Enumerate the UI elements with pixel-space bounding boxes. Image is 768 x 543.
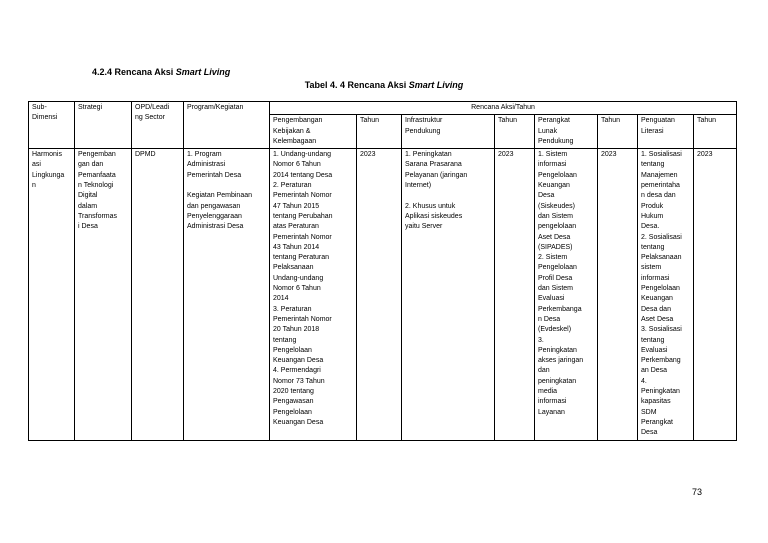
header-tahun-2: Tahun [495, 115, 535, 149]
header-perangkat: Perangkat Lunak Pendukung [535, 115, 598, 149]
cell-tahun-1: 2023 [357, 149, 402, 440]
action-plan-table [28, 101, 737, 441]
section-heading [92, 67, 230, 77]
header-tahun-4: Tahun [694, 115, 737, 149]
cell-tahun-2: 2023 [495, 149, 535, 440]
header-row-1 [29, 102, 737, 115]
header-tahun-1: Tahun [357, 115, 402, 149]
header-pengembangan: Pengembangan Kebijakan & Kelembagaan [270, 115, 357, 149]
cell-penguatan: 1. Sosialisasi tentang Manajemen pemerintaha n desa dan Produk Hukum Desa. 2. Sosialisasi tentang Pelaksanaan sistem informasi Pengelolaan Keuangan Desa dan Aset Desa 3. Sosialisasi tentang Evaluasi Perkembang an Desa 4. Peningkatan kapasitas SDM Perangkat Desa [638, 149, 694, 440]
table-row [29, 149, 737, 440]
header-opd: OPD/Leadi ng Sector [132, 102, 184, 149]
header-rencana-aksi: Rencana Aksi/Tahun [270, 102, 737, 115]
cell-tahun-3: 2023 [598, 149, 638, 440]
cell-tahun-4: 2023 [694, 149, 737, 440]
section-number: 4.2.4 [92, 67, 113, 77]
header-strategi: Strategi [75, 102, 132, 149]
header-tahun-3: Tahun [598, 115, 638, 149]
header-infrastruktur: Infrastruktur Pendukung [402, 115, 495, 149]
table-caption-italic: Smart Living [408, 80, 464, 90]
table-caption-text: Tabel 4. 4 Rencana Aksi [304, 80, 407, 90]
section-title: Rencana Aksi [114, 67, 174, 77]
cell-strategi: Pengemban gan dan Pemanfaata n Teknologi Digital dalam Transformas i Desa [75, 149, 132, 440]
cell-infrastruktur: 1. Peningkatan Sarana Prasarana Pelayanan (jaringan Internet) 2. Khusus untuk Aplikasi siskeudes yaitu Server [402, 149, 495, 440]
cell-opd: DPMD [132, 149, 184, 440]
table-caption [0, 80, 768, 90]
header-program: Program/Kegiatan [184, 102, 270, 149]
cell-sub-dimensi: Harmonis asi Lingkunga n [29, 149, 75, 440]
header-penguatan: Penguatan Literasi [638, 115, 694, 149]
cell-perangkat: 1. Sistem informasi Pengelolaan Keuangan Desa (Siskeudes) dan Sistem pengelolaan Aset Desa (SIPADES) 2. Sistem Pengelolaan Profil Desa dan Sistem Evaluasi Perkembanga n Desa (Evdeskel) 3. Peningkatan akses jaringan dan peningkatan media informasi Layanan [535, 149, 598, 440]
header-sub-dimensi: Sub- Dimensi [29, 102, 75, 149]
section-title-italic: Smart Living [175, 67, 231, 77]
page-number: 73 [692, 487, 703, 497]
cell-pengembangan: 1. Undang-undang Nomor 6 Tahun 2014 tentang Desa 2. Peraturan Pemerintah Nomor 47 Tahun 2015 tentang Perubahan atas Peraturan Pemerintah Nomor 43 Tahun 2014 tentang Peraturan Pelaksanaan Undang-undang Nomor 6 Tahun 2014 3. Peraturan Pemerintah Nomor 20 Tahun 2018 tentang Pengelolaan Keuangan Desa 4. Permendagri Nomor 73 Tahun 2020 tentang Pengawasan Pengelolaan Keuangan Desa [270, 149, 357, 440]
cell-program: 1. Program Administrasi Pemerintah Desa Kegiatan Pembinaan dan pengawasan Penyelenggaraan Administrasi Desa [184, 149, 270, 440]
